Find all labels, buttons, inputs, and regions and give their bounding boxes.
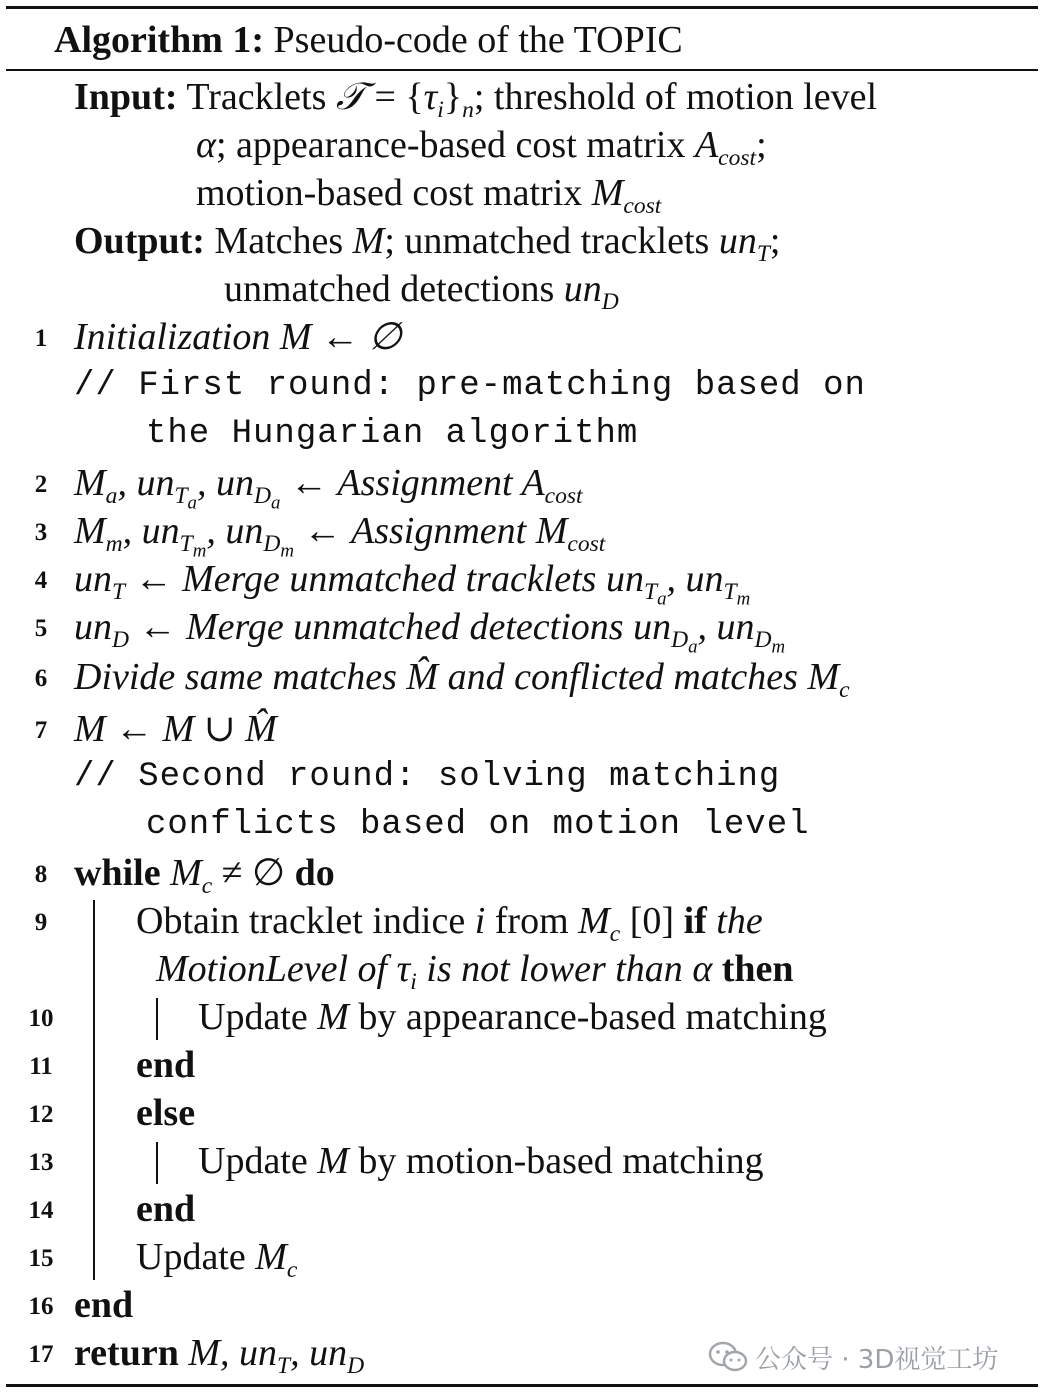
output-line-2 [224,265,619,316]
line-number: 1 [34,325,48,352]
step-6 [74,653,850,704]
line-number: 6 [34,665,48,692]
function-name: Assignment [351,510,536,552]
if-block-bar [156,998,158,1040]
subscript: T [277,1353,291,1380]
subscript: D [601,289,619,316]
output-text: Matches [214,220,353,262]
subscript: m [105,531,123,558]
input-text: motion-based cost matrix [196,172,592,214]
step-17 [74,1329,365,1380]
math-symbol: M̂ [406,656,439,698]
while-block-bar [93,900,95,1280]
step-text: Update [198,996,318,1038]
algorithm-caption: Pseudo-code of the TOPIC [273,19,683,61]
line-number: 10 [28,1005,54,1032]
step-12: else [136,1092,196,1134]
alpha-symbol: α [196,124,216,166]
step-14: end [136,1188,196,1230]
subscript: a [270,492,281,514]
input-text: = { [364,76,424,118]
subscript: i [437,97,444,124]
line-number: 11 [29,1053,53,1080]
step-15 [136,1233,298,1284]
function-name: Assignment [337,462,522,504]
math-symbol: M [160,852,202,894]
step-text: Update [136,1236,256,1278]
arrow: ← [294,510,352,552]
subscript: T [643,579,658,606]
subscript: T [756,241,770,268]
input-line-2 [196,121,767,172]
subscript: D [112,627,130,654]
output-text: unmatched detections [224,268,564,310]
function-name: Merge unmatched tracklets [182,558,606,600]
output-label: Output: [74,220,205,262]
subscript: c [839,677,850,704]
subscript: m [771,636,786,658]
math-symbol: M [317,996,349,1038]
math-symbol: un [685,558,724,600]
keyword-while: while [74,852,161,894]
step-8 [74,849,335,900]
subscript: i [410,969,417,996]
watermark-text: 公众号 · 3D视觉工坊 [755,1345,999,1375]
tau-symbol: τ [423,76,438,118]
input-text: ; [756,124,767,166]
input-line-3 [196,169,662,220]
math-symbol: M [535,510,568,552]
step-5: $un_D$ ← Merge unmatched detections $un_{D_a}$, $un_{D_m}$ [74,606,786,658]
step-text: ≠ ∅ [212,852,295,894]
subscript: cost [544,483,583,510]
subscript: a [105,483,118,510]
step-13 [198,1137,764,1185]
bottom-rule [6,1384,1038,1387]
matches-symbol: M [352,220,385,262]
math-symbol: M, [178,1332,239,1374]
subscript: T [112,579,126,606]
arrow: ← [125,558,183,600]
step-3: $M_m$, $un_{T_m}$, $un_{D_m}$ ← Assignment $M_{cost}$ [74,510,606,562]
top-rule [6,6,1038,9]
subscript: m [192,540,207,562]
output-text: ; [769,220,781,262]
algorithm-label: Algorithm 1: [54,19,265,61]
math-symbol: un [74,606,112,648]
line-number: 8 [34,861,48,888]
line-number: 17 [28,1341,54,1368]
line-number: 14 [28,1197,54,1224]
step-4: $un_T$ ← Merge unmatched tracklets $un_{T_a}$, $un_{T_m}$ [74,558,751,610]
subscript: n [462,97,474,124]
subscript: cost [623,193,662,220]
alpha-symbol: α [692,948,713,990]
subscript: a [657,588,667,610]
math-symbol: un [605,558,644,600]
math-symbol: un [225,510,264,552]
input-line-1 [74,73,877,124]
subscript: c [201,873,213,900]
keyword-do: do [294,852,335,894]
step-10 [198,993,827,1041]
cost-matrix-symbol: A [694,124,719,166]
step-text: by appearance-based matching [348,996,827,1038]
step-text: is not lower than [416,948,693,990]
subscript: D [253,483,271,510]
arrow: ← [129,606,187,648]
subscript: D [347,1353,365,1380]
input-text: ; appearance-based cost matrix [215,124,695,166]
step-text: and conflicted matches [438,656,808,698]
line-number: 3 [34,519,48,546]
subscript: c [286,1257,298,1284]
line-number: 7 [34,717,48,744]
step-text: , [290,1332,310,1374]
math-symbol: M [317,1140,349,1182]
arrow: ← [280,462,338,504]
keyword-then: then [712,948,794,990]
math-symbol: i [474,900,486,942]
math-symbol: un [633,606,672,648]
comment-first-round: // First round: pre-matching based on [74,367,866,405]
input-text: } [443,76,463,118]
step-text: Divide same matches [74,656,407,698]
step-text: [0] [620,900,684,942]
comment-first-round-cont: the Hungarian algorithm [146,415,639,453]
output-line-1 [74,217,781,268]
subscript: D [671,627,689,654]
line-number: 4 [34,567,48,594]
step-text: from [485,900,579,942]
math-symbol: M [578,900,610,942]
math-symbol: un [215,462,254,504]
step-text: Update [198,1140,318,1182]
input-text: Tracklets [186,76,336,118]
step-text: Obtain tracklet indice [136,900,475,942]
step-9 [136,897,763,948]
keyword-if: if [683,900,707,942]
math-symbol: un [239,1332,277,1374]
comment-second-round-cont: conflicts based on motion level [146,806,810,844]
subscript: cost [567,531,606,558]
subscript: T [723,579,737,606]
else-block-bar [156,1142,158,1184]
subscript: T [179,531,193,558]
step-text: the [706,900,763,942]
algorithm-title [54,16,683,64]
step-16: end [74,1284,134,1326]
subscript: a [688,636,698,658]
math-symbol: M [255,1236,287,1278]
subscript: T [174,483,188,510]
step-7: M ← M ∪ M̂ [74,708,277,750]
math-symbol: un [74,558,112,600]
math-symbol: un [141,510,180,552]
line-number: 15 [28,1245,54,1272]
line-number: 2 [34,471,48,498]
function-name: Merge unmatched detections [186,606,634,648]
comment-second-round: // Second round: solving matching [74,758,781,796]
input-label: Input: [74,76,178,118]
step-11: end [136,1044,196,1086]
math-symbol: un [309,1332,348,1374]
unmatched-symbol: un [563,268,602,310]
math-symbol: M [74,462,106,504]
math-symbol: M [74,510,106,552]
step-1: Initialization M ← ∅ [74,316,402,358]
step-9-cont [156,945,794,996]
step-text: by motion-based matching [348,1140,764,1182]
header-rule [6,69,1038,71]
subscript: m [280,540,295,562]
tracklet-set-symbol: 𝒯 [335,76,365,118]
input-text: ; threshold of motion level [473,76,877,118]
subscript: c [609,921,621,948]
unmatched-symbol: un [718,220,757,262]
step-2: $M_a$, $un_{T_a}$, $un_{D_a}$ ← Assignment $A_{cost}$ [74,462,583,514]
subscript: D [263,531,281,558]
subscript: D [754,627,772,654]
math-symbol: un [136,462,175,504]
tau-symbol: τ [396,948,411,990]
line-number: 12 [28,1101,54,1128]
wechat-icon [708,1340,748,1374]
step-text: MotionLevel of [156,948,397,990]
subscript: cost [718,145,757,172]
line-number: 13 [28,1149,54,1176]
line-number: 5 [34,615,48,642]
cost-matrix-symbol: M [591,172,624,214]
subscript: a [187,492,197,514]
math-symbol: M [807,656,840,698]
line-number: 16 [28,1293,54,1320]
math-symbol: A [521,462,545,504]
line-number: 9 [34,909,48,936]
subscript: m [736,588,751,610]
output-text: ; unmatched tracklets [384,220,719,262]
math-symbol: un [716,606,755,648]
keyword-return: return [74,1332,179,1374]
